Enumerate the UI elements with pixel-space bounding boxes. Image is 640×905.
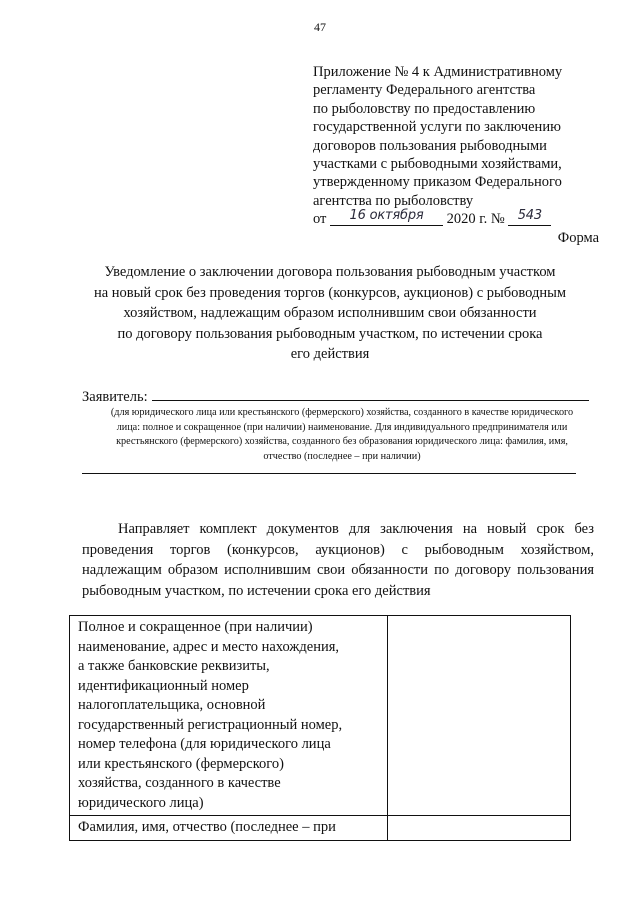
table-row: [70, 816, 571, 841]
appendix-line: утвержденному приказом Федерального: [313, 174, 562, 191]
table-row-label: [70, 816, 388, 841]
order-date-field: [330, 210, 443, 226]
appendix-line: договоров пользования рыбоводными: [313, 137, 547, 154]
appendix-line: регламенту Федерального агентства: [313, 82, 536, 99]
appendix-line: по рыболовству по предоставлению: [313, 100, 536, 117]
details-table: [69, 615, 571, 841]
table-row-value[interactable]: [388, 616, 571, 816]
applicant-note-line: отчество (последнее – при наличии): [263, 450, 421, 462]
date-prefix: от: [313, 211, 327, 228]
table-row-label: [70, 616, 388, 816]
handwritten-date: 16 октября: [349, 208, 424, 224]
order-number-field: [508, 210, 551, 226]
table-row: [70, 616, 571, 816]
order-date-line: [313, 210, 613, 228]
title-line: хозяйством, надлежащим образом исполнившим свои обязанности: [123, 305, 537, 321]
applicant-note-line: лица: полное и сокращенное (при наличии) наименование. Для индивидуального предпринимателя или: [116, 421, 568, 433]
document-title: [60, 262, 600, 365]
applicant-note-line: крестьянского (фермерского) хозяйства, созданного без образования юридического лица: фамилия, имя,: [116, 436, 568, 448]
appendix-line: участками с рыбоводными хозяйствами,: [313, 156, 562, 173]
applicant-line: [82, 388, 602, 406]
appendix-line: государственной услуги по заключению: [313, 119, 561, 136]
title-line: его действия: [290, 346, 370, 362]
appendix-line: Приложение № 4 к Административному: [313, 64, 563, 80]
applicant-second-line[interactable]: [82, 473, 576, 474]
applicant-blank-field[interactable]: [152, 388, 589, 401]
applicant-label: Заявитель:: [82, 389, 148, 405]
handwritten-order-number: 543: [517, 208, 542, 224]
title-line: Уведомление о заключении договора пользования рыбоводным участком: [104, 264, 556, 280]
table-row-value[interactable]: [388, 816, 571, 841]
page-number: 47: [314, 20, 326, 34]
appendix-line: агентства по рыболовству: [313, 192, 474, 209]
table-row-label-text: Фамилия, имя, отчество (последнее – при: [78, 819, 336, 835]
intro-paragraph: Направляет комплект документов для заключения на новый срок без проведения торгов (конкурсов, аукционов) с рыбоводным хозяйством, надлежащим образом исполнившим свои обязанности по договору пользования рыбоводным участком, по истечении срока его действия: [82, 521, 594, 599]
appendix-header: [313, 63, 613, 229]
form-label: Форма: [557, 230, 599, 246]
applicant-note: [82, 406, 602, 464]
order-year-text: 2020 г. №: [446, 211, 505, 228]
table-row-label-text: Полное и сокращенное (при наличии) наименование, адрес и место нахождения, а также банковские реквизиты, идентификационный номер налогоплательщика, основной государственный регистрационный номер, номер телефона (для юридического лица или крестьянского (фермерского) хозяйства, созданного в качестве юридического лица): [78, 619, 343, 811]
applicant-note-line: (для юридического лица или крестьянского (фермерского) хозяйства, созданного в качестве юридического: [110, 407, 574, 418]
title-line: на новый срок без проведения торгов (конкурсов, аукционов) с рыбоводным: [93, 284, 567, 301]
title-line: по договору пользования рыбоводным участком, по истечении срока: [117, 325, 543, 342]
